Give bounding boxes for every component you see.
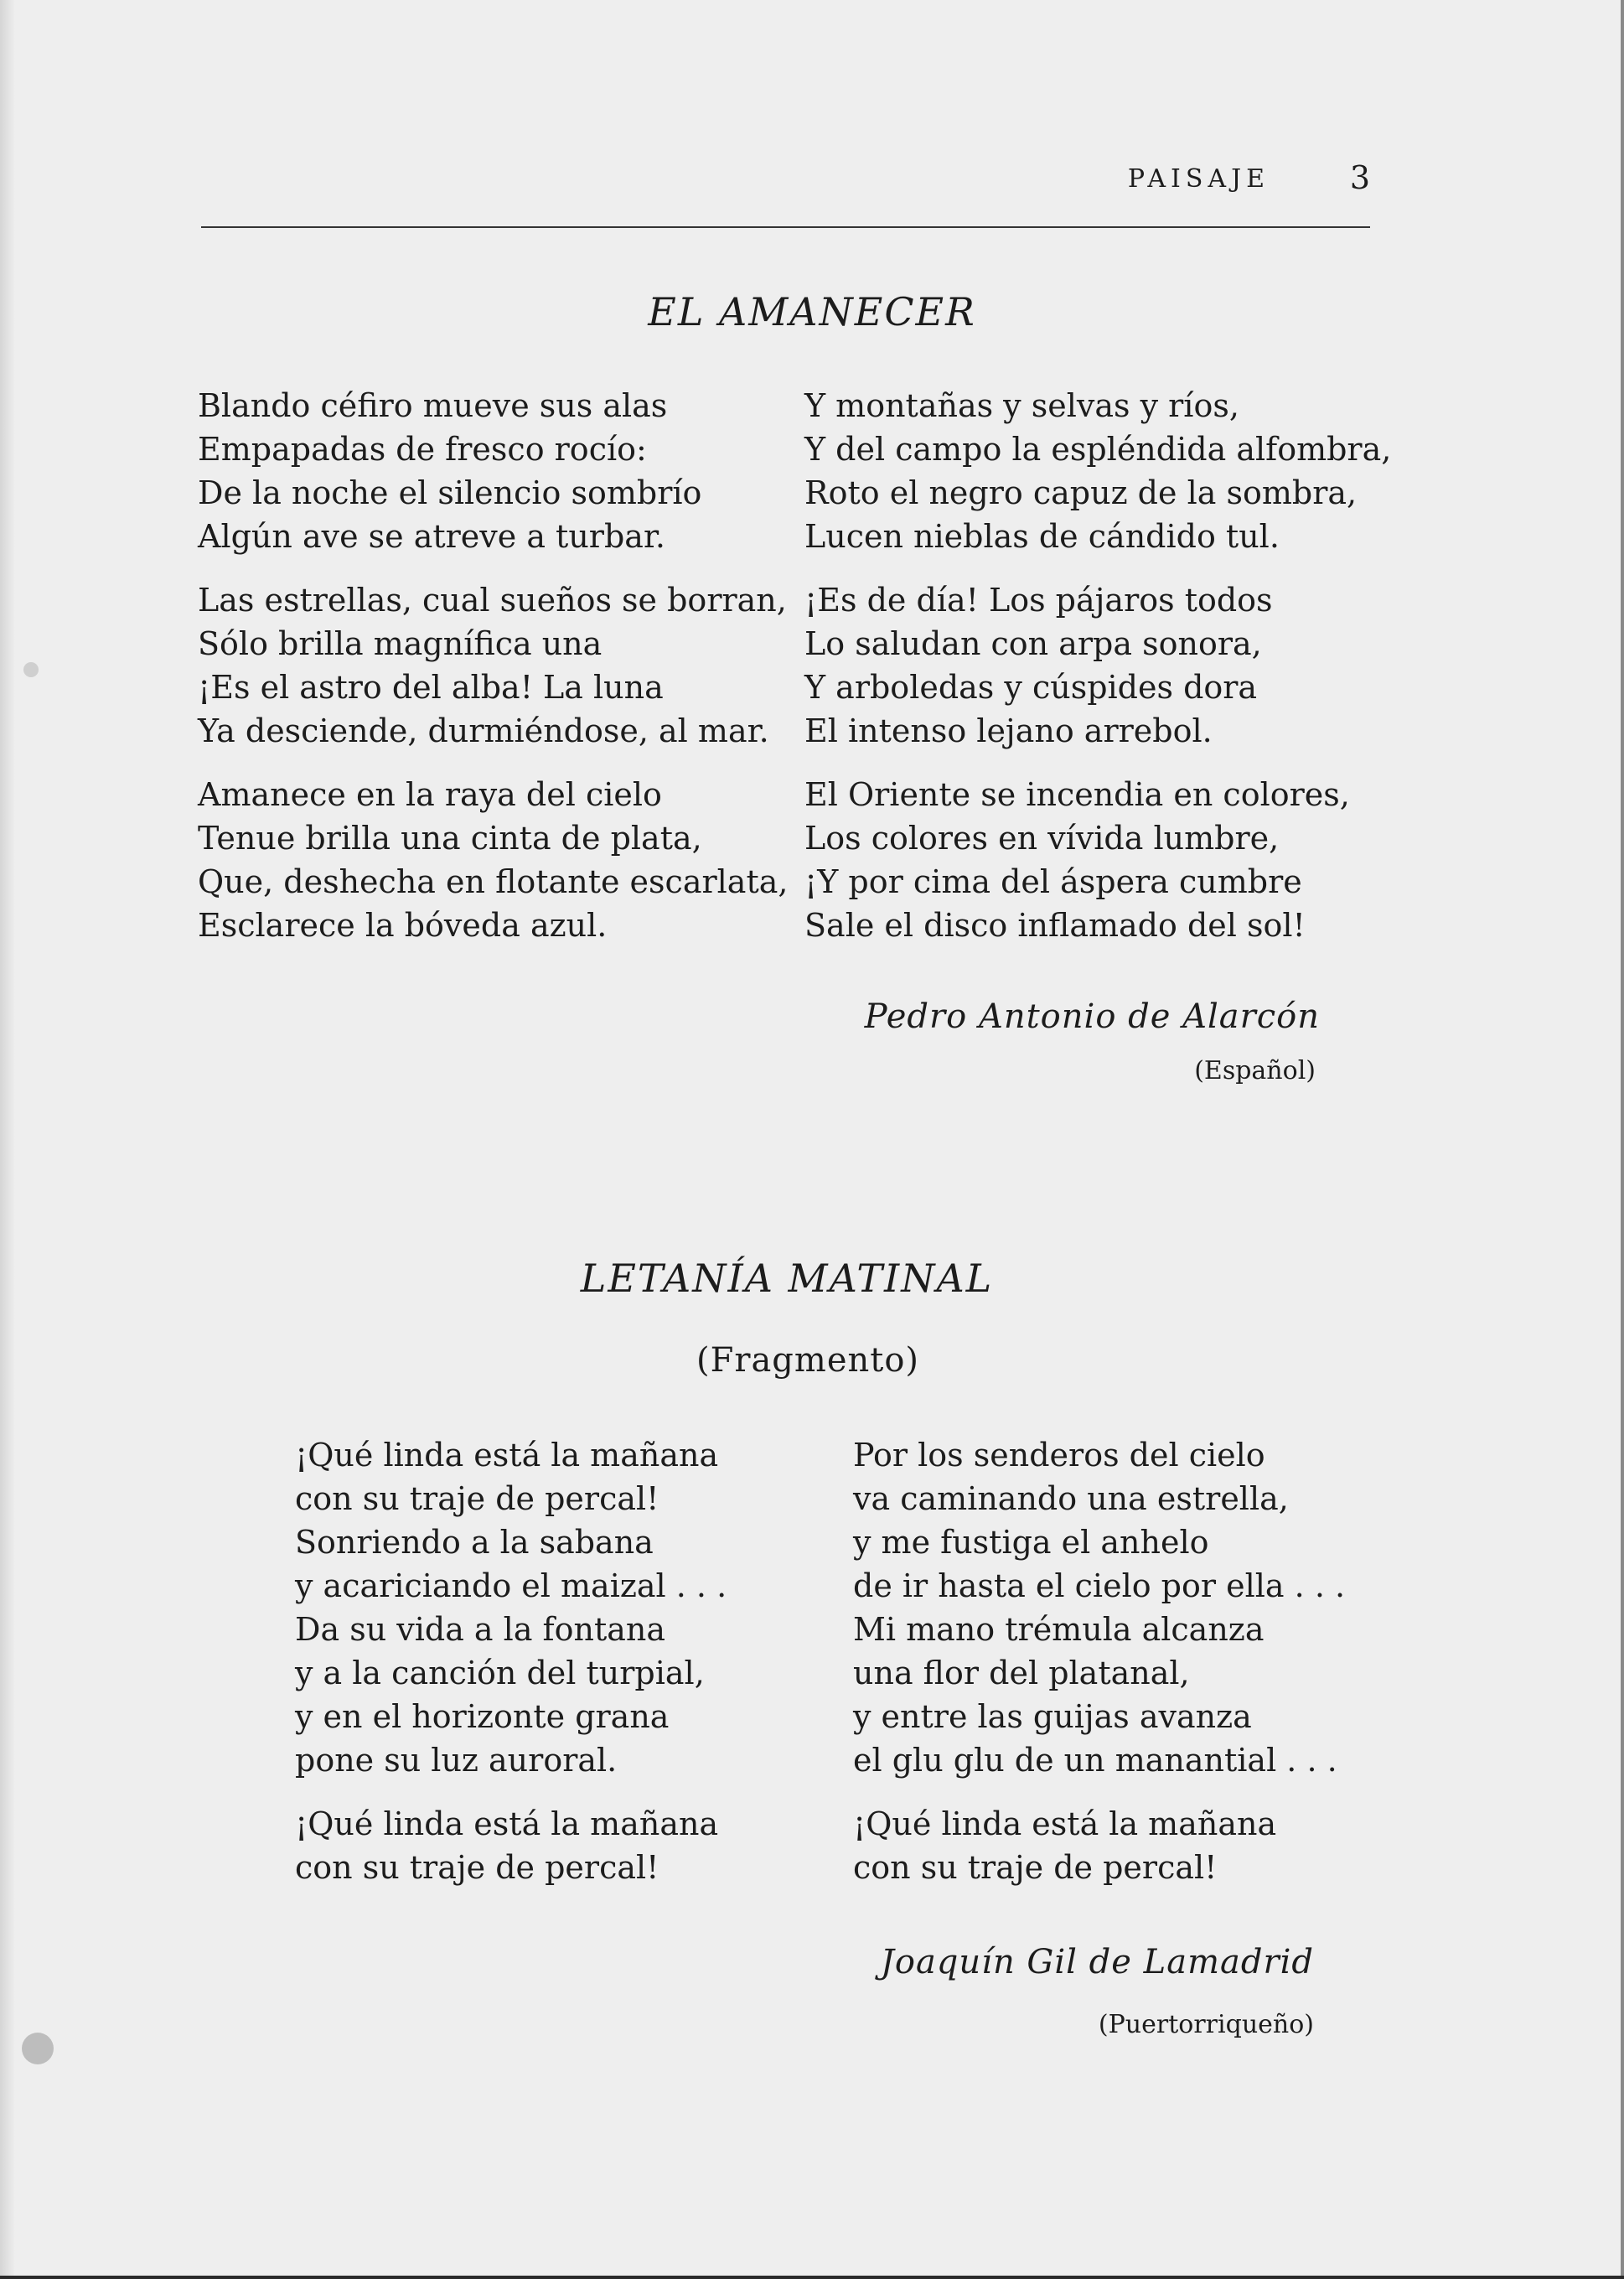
verse-line: Blando céfiro mueve sus alas	[198, 387, 668, 424]
verse-line: y entre las guijas avanza	[853, 1698, 1252, 1735]
stanza	[804, 384, 1391, 558]
verse-line: ¡Es el astro del alba! La luna	[198, 669, 664, 706]
verse-line: Amanece en la raya del cielo	[198, 776, 662, 813]
binding-hole	[22, 2033, 54, 2064]
verse-line: Algún ave se atreve a turbar.	[198, 518, 666, 555]
verse-line: Los colores en vívida lumbre,	[804, 820, 1280, 857]
verse-line: pone su luz auroral.	[295, 1742, 618, 1779]
stanza	[804, 773, 1391, 947]
verse-line: y a la canción del turpial,	[295, 1655, 705, 1691]
verse-line: Y montañas y selvas y ríos,	[804, 387, 1239, 424]
author-origin: (Español)	[1194, 1056, 1316, 1085]
stanza	[198, 384, 788, 558]
page-header	[201, 159, 1370, 197]
poem-left-column	[198, 384, 788, 967]
author-origin: (Puertorriqueño)	[1098, 2010, 1314, 2039]
verse-line: Y arboledas y cúspides dora	[804, 669, 1258, 706]
verse-line: Las estrellas, cual sueños se borran,	[198, 582, 787, 619]
header-rule	[201, 226, 1370, 228]
verse-line: va caminando una estrella,	[853, 1480, 1289, 1517]
poem-title: EL AMANECER	[648, 289, 976, 334]
verse-line: ¡Qué linda está la mañana	[295, 1805, 719, 1842]
poem-title: LETANÍA MATINAL	[580, 1256, 994, 1301]
verse-line: Mi mano trémula alcanza	[853, 1611, 1265, 1648]
stanza	[853, 1433, 1345, 1782]
page-right-edge	[1621, 0, 1624, 2279]
binding-hole	[23, 662, 39, 677]
poem-right-column	[804, 384, 1391, 967]
verse-line: El intenso lejano arrebol.	[804, 712, 1213, 749]
verse-line: Roto el negro capuz de la sombra,	[804, 474, 1358, 511]
verse-line: Da su vida a la fontana	[295, 1611, 666, 1648]
verse-line: con su traje de percal!	[295, 1849, 659, 1886]
verse-line: Sólo brilla magnífica una	[198, 625, 603, 662]
poem-subtitle: (Fragmento)	[696, 1341, 920, 1380]
verse-line: con su traje de percal!	[853, 1849, 1218, 1886]
stanza	[198, 578, 788, 753]
verse-line: y acariciando el maizal . . .	[295, 1567, 727, 1604]
poem-author: Pedro Antonio de Alarcón	[864, 997, 1320, 1036]
stanza	[295, 1802, 727, 1889]
stanza	[804, 578, 1391, 753]
poem-left-column	[295, 1433, 727, 1909]
page-bottom-edge	[0, 2276, 1624, 2279]
poem-author: Joaquín Gil de Lamadrid	[880, 1943, 1314, 1981]
running-head: PAISAJE	[1127, 164, 1270, 194]
verse-line: Lucen nieblas de cándido tul.	[804, 518, 1280, 555]
verse-line: el glu glu de un manantial . . .	[853, 1742, 1337, 1779]
verse-line: una flor del platanal,	[853, 1655, 1190, 1691]
verse-line: Esclarece la bóveda azul.	[198, 907, 608, 944]
verse-line: Empapadas de fresco rocío:	[198, 431, 647, 468]
verse-line: ¡Y por cima del áspera cumbre	[804, 863, 1302, 900]
stanza	[853, 1802, 1345, 1889]
poem-right-column	[853, 1433, 1345, 1909]
verse-line: Que, deshecha en flotante escarlata,	[198, 863, 789, 900]
verse-line: con su traje de percal!	[295, 1480, 659, 1517]
verse-line: ¡Qué linda está la mañana	[853, 1805, 1277, 1842]
verse-line: El Oriente se incendia en colores,	[804, 776, 1350, 813]
verse-line: Ya desciende, durmiéndose, al mar.	[198, 712, 769, 749]
page-number: 3	[1349, 159, 1370, 196]
verse-line: ¡Es de día! Los pájaros todos	[804, 582, 1273, 619]
verse-line: Sonriendo a la sabana	[295, 1524, 654, 1561]
verse-line: Por los senderos del cielo	[853, 1437, 1265, 1474]
stanza	[198, 773, 788, 947]
verse-line: Tenue brilla una cinta de plata,	[198, 820, 702, 857]
verse-line: y en el horizonte grana	[295, 1698, 670, 1735]
verse-line: Y del campo la espléndida alfombra,	[804, 431, 1392, 468]
verse-line: y me fustiga el anhelo	[853, 1524, 1209, 1561]
verse-line: de ir hasta el cielo por ella . . .	[853, 1567, 1346, 1604]
verse-line: Lo saludan con arpa sonora,	[804, 625, 1262, 662]
stanza	[295, 1433, 727, 1782]
page-binding-edge	[0, 0, 15, 2279]
verse-line: ¡Qué linda está la mañana	[295, 1437, 719, 1474]
verse-line: De la noche el silencio sombrío	[198, 474, 702, 511]
verse-line: Sale el disco inflamado del sol!	[804, 907, 1306, 944]
